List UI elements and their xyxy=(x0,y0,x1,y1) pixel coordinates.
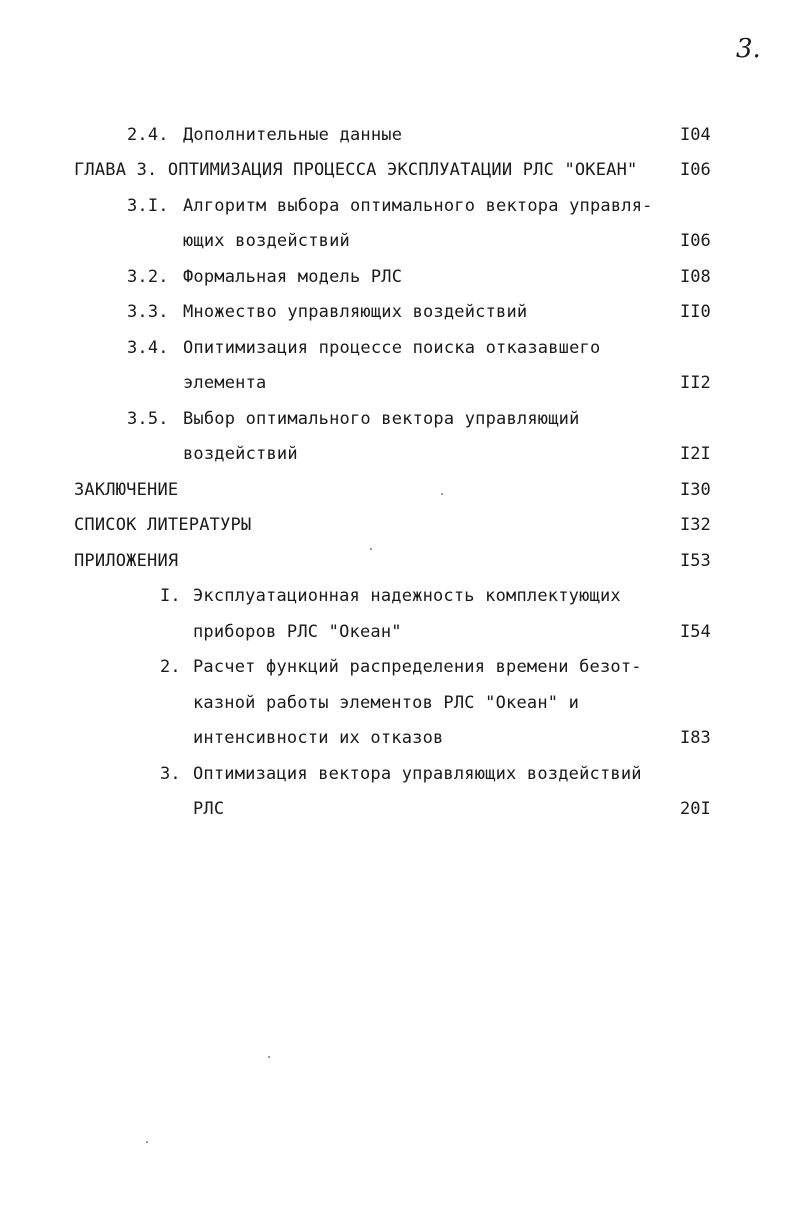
scan-speck xyxy=(441,493,443,495)
appendix-title: Расчет функций распределения времени безот- xyxy=(193,657,642,677)
toc-entry-page: I2I xyxy=(680,444,711,464)
toc-entry-page: I30 xyxy=(680,480,711,500)
toc-entry-title: Формальная модель РЛС xyxy=(183,267,403,287)
toc-entry-page: II0 xyxy=(680,302,711,322)
toc-entry-number: 3.2. xyxy=(127,267,169,287)
appendix-title-continuation: РЛС xyxy=(193,799,225,819)
toc-entry-page: I32 xyxy=(680,515,711,535)
conclusion-heading: ЗАКЛЮЧЕНИЕ xyxy=(74,480,179,500)
toc-entry-page: II2 xyxy=(680,373,711,393)
toc-entry-title: Множество управляющих воздействий xyxy=(183,302,528,322)
toc-entry-number: 3.4. xyxy=(127,338,169,358)
toc-entry-number: 2.4. xyxy=(127,125,169,145)
appendix-number: I. xyxy=(160,586,181,606)
toc-entry-page: I08 xyxy=(680,267,711,287)
scan-speck xyxy=(370,548,372,550)
toc-entry-number: 3.3. xyxy=(127,302,169,322)
toc-entry-page: 20I xyxy=(680,799,711,819)
toc-entry-page: I06 xyxy=(680,160,711,180)
page-number: 3. xyxy=(736,34,761,64)
table-of-contents xyxy=(0,118,799,838)
toc-entry-title: Дополнительные данные xyxy=(183,125,403,145)
toc-entry-number: 3.I. xyxy=(127,196,169,216)
toc-entry-page: I53 xyxy=(680,551,711,571)
appendix-title-continuation: приборов РЛС "Океан" xyxy=(193,622,402,642)
scan-speck xyxy=(146,1141,148,1143)
appendix-title: Оптимизация вектора управляющих воздействий xyxy=(193,764,642,784)
toc-entry-page: I04 xyxy=(680,125,711,145)
scan-speck xyxy=(268,1056,270,1058)
toc-entry-title: Выбор оптимального вектора управляющий xyxy=(183,409,580,429)
appendices-heading: ПРИЛОЖЕНИЯ xyxy=(74,551,179,571)
toc-entry-page: I06 xyxy=(680,231,711,251)
toc-entry-title-continuation: воздействий xyxy=(183,444,298,464)
references-heading: СПИСОК ЛИТЕРАТУРЫ xyxy=(74,515,252,535)
toc-entry-title: Алгоритм выбора оптимального вектора управля- xyxy=(183,196,653,216)
toc-entry-title-continuation: элемента xyxy=(183,373,267,393)
chapter-heading: ГЛАВА 3. ОПТИМИЗАЦИЯ ПРОЦЕССА ЭКСПЛУАТАЦИИ РЛС "ОКЕАН" xyxy=(74,160,638,180)
appendix-number: 2. xyxy=(160,657,181,677)
appendix-title: Эксплуатационная надежность комплектующих xyxy=(193,586,621,606)
toc-entry-page: I54 xyxy=(680,622,711,642)
appendix-title-continuation: интенсивности их отказов xyxy=(193,728,444,748)
toc-entry-title-continuation: ющих воздействий xyxy=(183,231,350,251)
toc-entry-number: 3.5. xyxy=(127,409,169,429)
toc-entry-title: Опитимизация процессе поиска отказавшего xyxy=(183,338,601,358)
appendix-number: 3. xyxy=(160,764,181,784)
appendix-title-continuation: казной работы элементов РЛС "Океан" и xyxy=(193,693,580,713)
toc-entry-page: I83 xyxy=(680,728,711,748)
